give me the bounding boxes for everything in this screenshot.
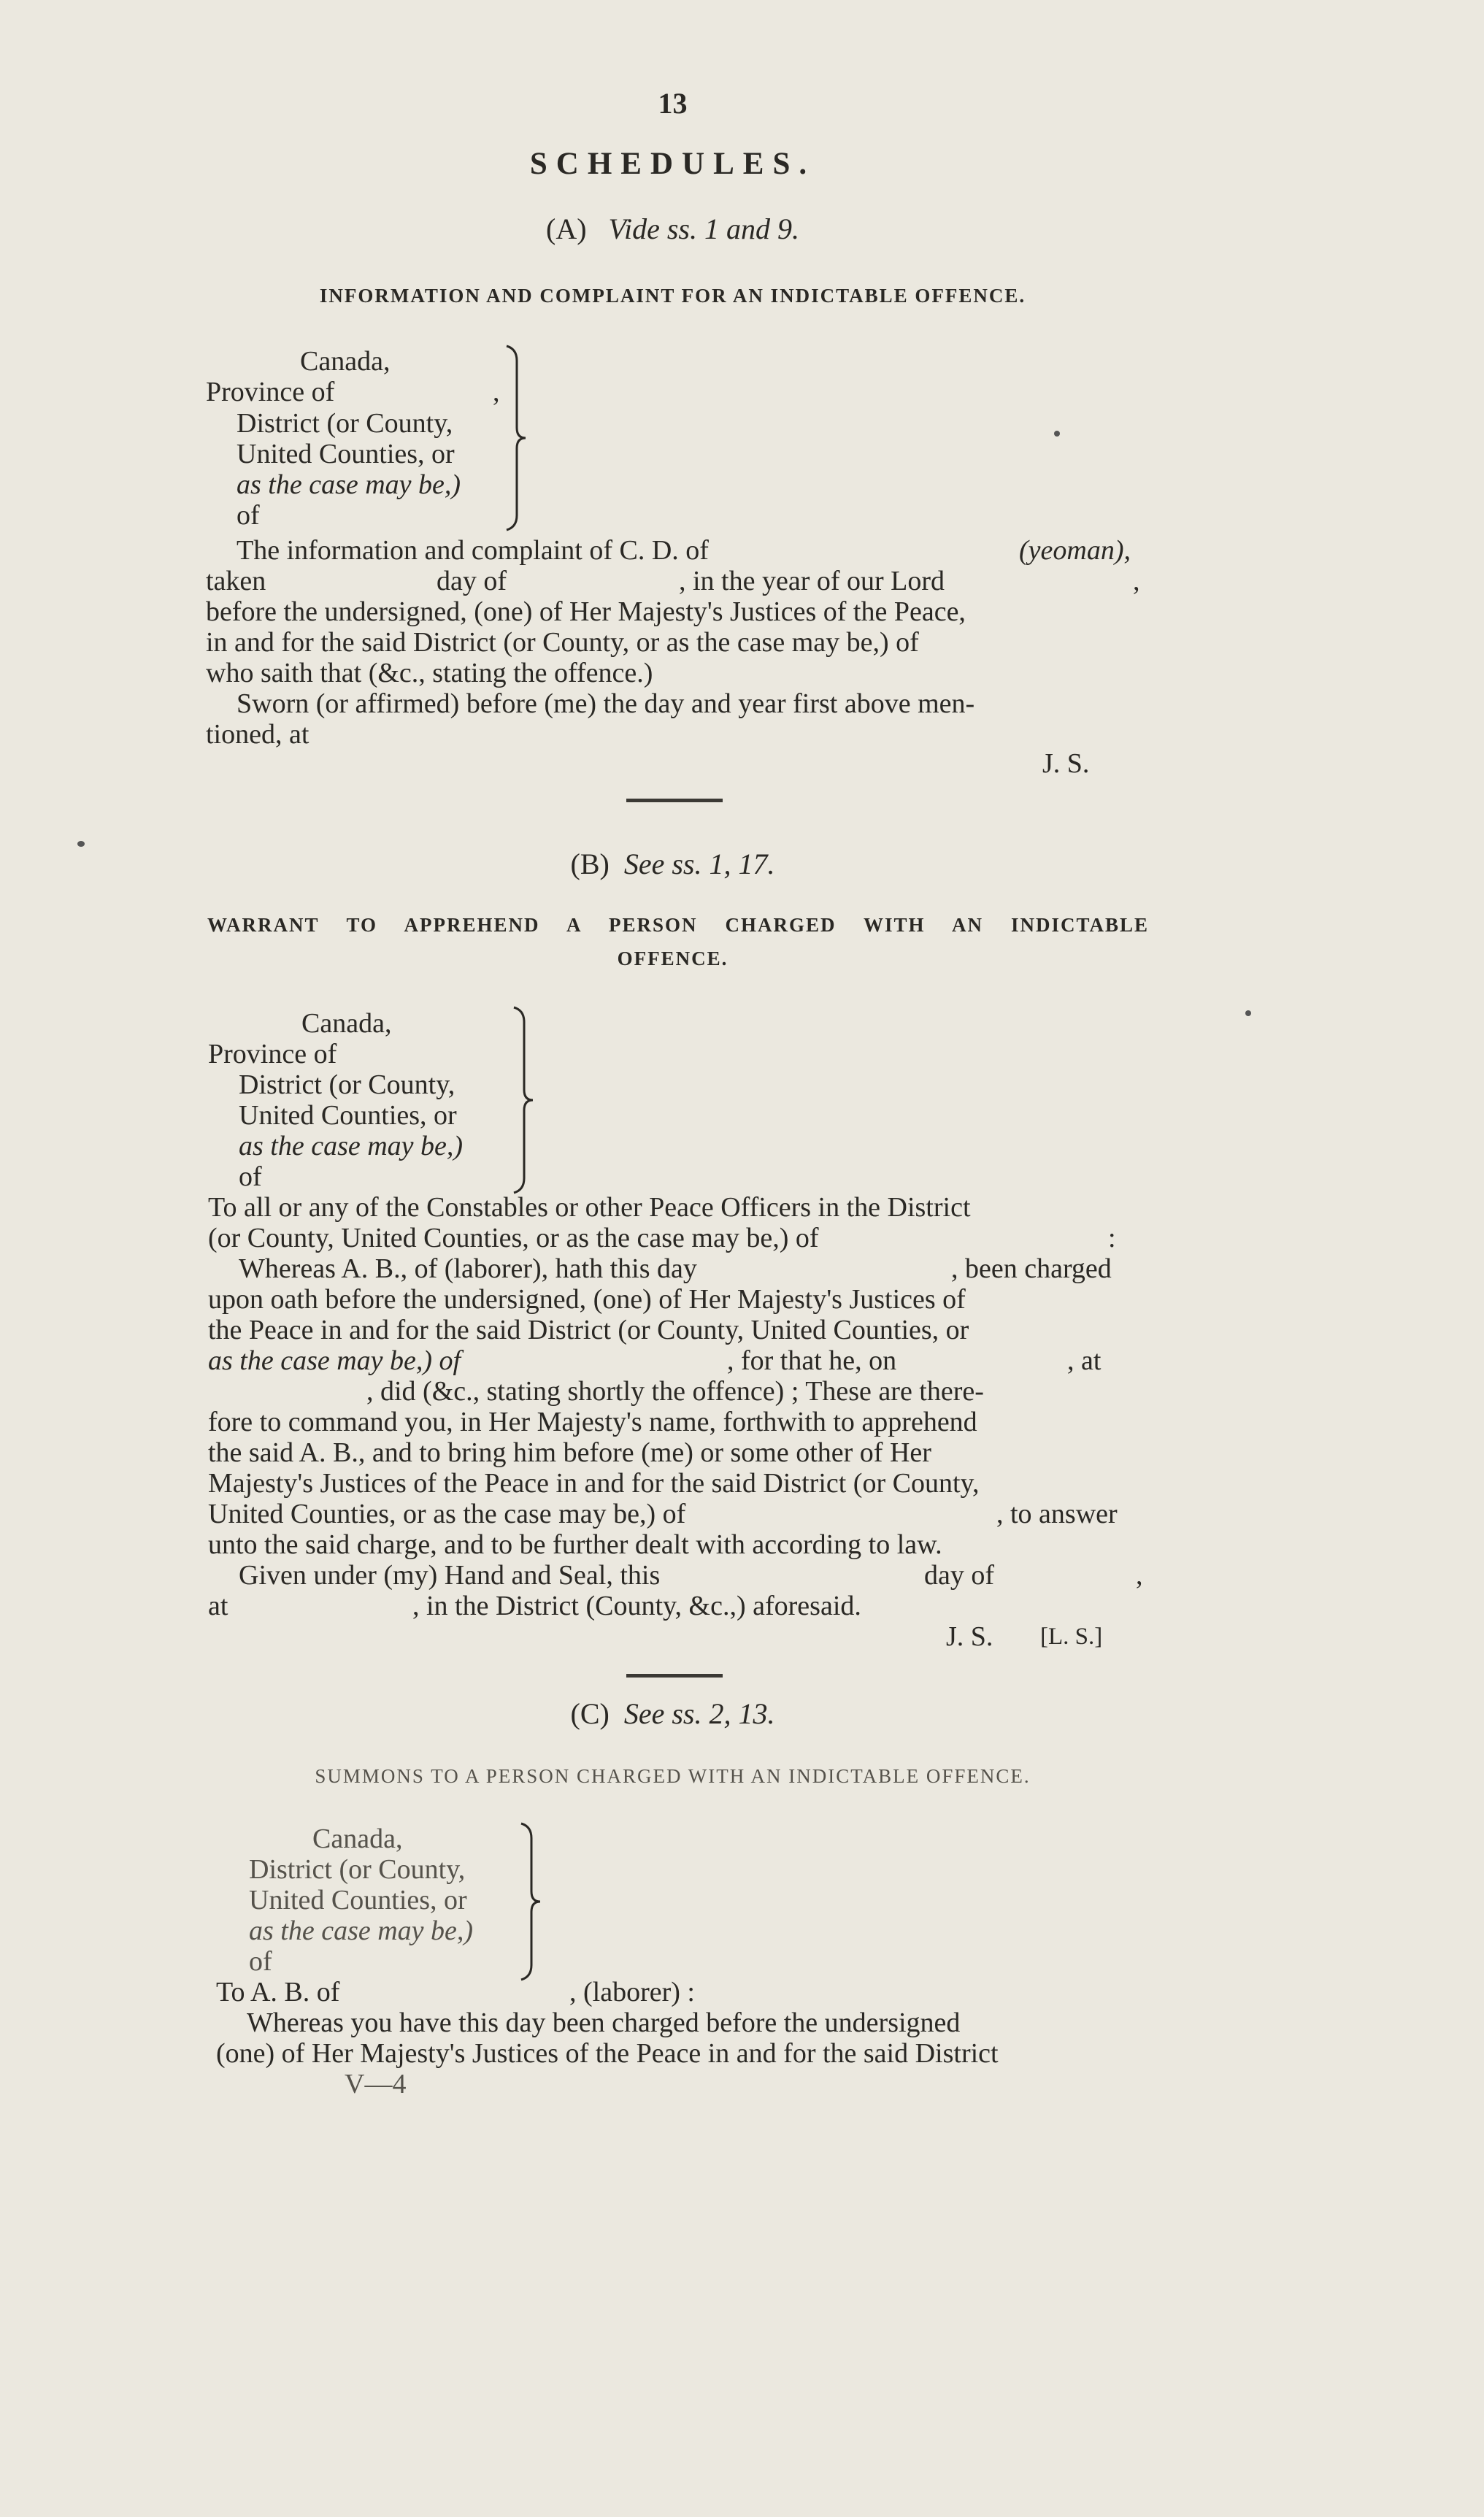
document-page: 13 SCHEDULES. (A) Vide ss. 1 and 9. INFORMATION AND COMPLAINT FOR AN INDICTABLE OFFENCE. Canada, Province of , District (or County, United Counties, or as the case may be,) of The information and complaint of C. D. of (yeoman), taken day of , in the year of our Lord , before the undersigned, (one) of Her Majesty's Justices of the Peace, in and for the said District (or County, or as the case may be,) of who saith that (&c., stating the offence.) Sworn (or affirmed) before (me) the day and year first above men- tioned, at J. S. (B) See ss. 1, 17. WARRANT TO APPREHEND A PERSON CHARGED WITH AN INDICTABLE OFFENCE. Canada, Province of District (or County, United Counties, or as the case may be,) of To all or any of the Constables or other Peace Officers in the District (or County, United Counties, or as the case may be,) of : Whereas A. B., of (laborer), hath this day , been charged upon oath before the undersigned, (one) of Her Majesty's Justices of the Peace in and for the said District (or County, United Counties, or as the case may be,) of , for that he, on , at , did (&c., stating shortly the offence) ; These are there- fore to command you, in Her Majesty's name, forthwith to apprehend the said A. B., and to bring him before (me) or some other of Her Majesty's Justices of the Peace in and for the said District (or County, United Counties, or as the case may be,) of , to answer unto the said charge, and to be further dealt with according to law. Given under (my) Hand and Seal, this day of , at , in the District (County, &c.,) aforesaid. J. S. [L. S.] (C) See ss. 2, 13. SUMMONS TO A PERSON CHARGED WITH AN INDICTABLE OFFENCE. Canada, District (or County, United Counties, or as the case may be,) of To A. B. of , (laborer) : Whereas you have this day been charged before the undersigned (one) of Her Majesty's Justices of the Peace in and for the said District V—4 <box>0 0 1484 2517</box>
section-a-ref: Vide ss. 1 and 9. <box>608 212 799 245</box>
section-c-label: (C) <box>570 1697 610 1730</box>
section-c-ref: See ss. 2, 13. <box>623 1697 775 1730</box>
section-a-brace <box>504 343 533 533</box>
section-b-label: (B) <box>570 848 610 880</box>
section-a-signature: J. S. <box>1042 748 1090 779</box>
section-b-title-line1: WARRANT TO APPREHEND A PERSON CHARGED WITH AN INDICTABLE <box>207 914 1149 936</box>
section-b-ref: See ss. 1, 17. <box>623 848 775 880</box>
section-a-label: (A) <box>546 212 587 245</box>
paper-speck <box>1054 431 1060 437</box>
schedules-heading: SCHEDULES. <box>529 147 816 181</box>
section-b-signature: J. S. <box>946 1621 993 1652</box>
paper-speck <box>1245 1010 1251 1016</box>
section-c-brace <box>518 1821 547 1983</box>
section-divider <box>626 799 723 802</box>
paper-speck <box>77 841 85 847</box>
page-number: 13 <box>658 87 688 120</box>
section-b-heading <box>0 847 1345 881</box>
section-b-title-line2: OFFENCE. <box>617 948 728 969</box>
section-b-brace <box>511 1004 540 1196</box>
section-divider <box>626 1674 723 1678</box>
footer-signature: V—4 <box>345 2069 407 2099</box>
section-a-heading <box>0 212 1345 246</box>
section-c-heading <box>0 1696 1345 1731</box>
section-c-title: SUMMONS TO A PERSON CHARGED WITH AN INDICTABLE OFFENCE. <box>315 1765 1031 1787</box>
section-a-title: INFORMATION AND COMPLAINT FOR AN INDICTABLE OFFENCE. <box>319 285 1026 307</box>
section-b-seal: [L. S.] <box>1040 1623 1103 1650</box>
